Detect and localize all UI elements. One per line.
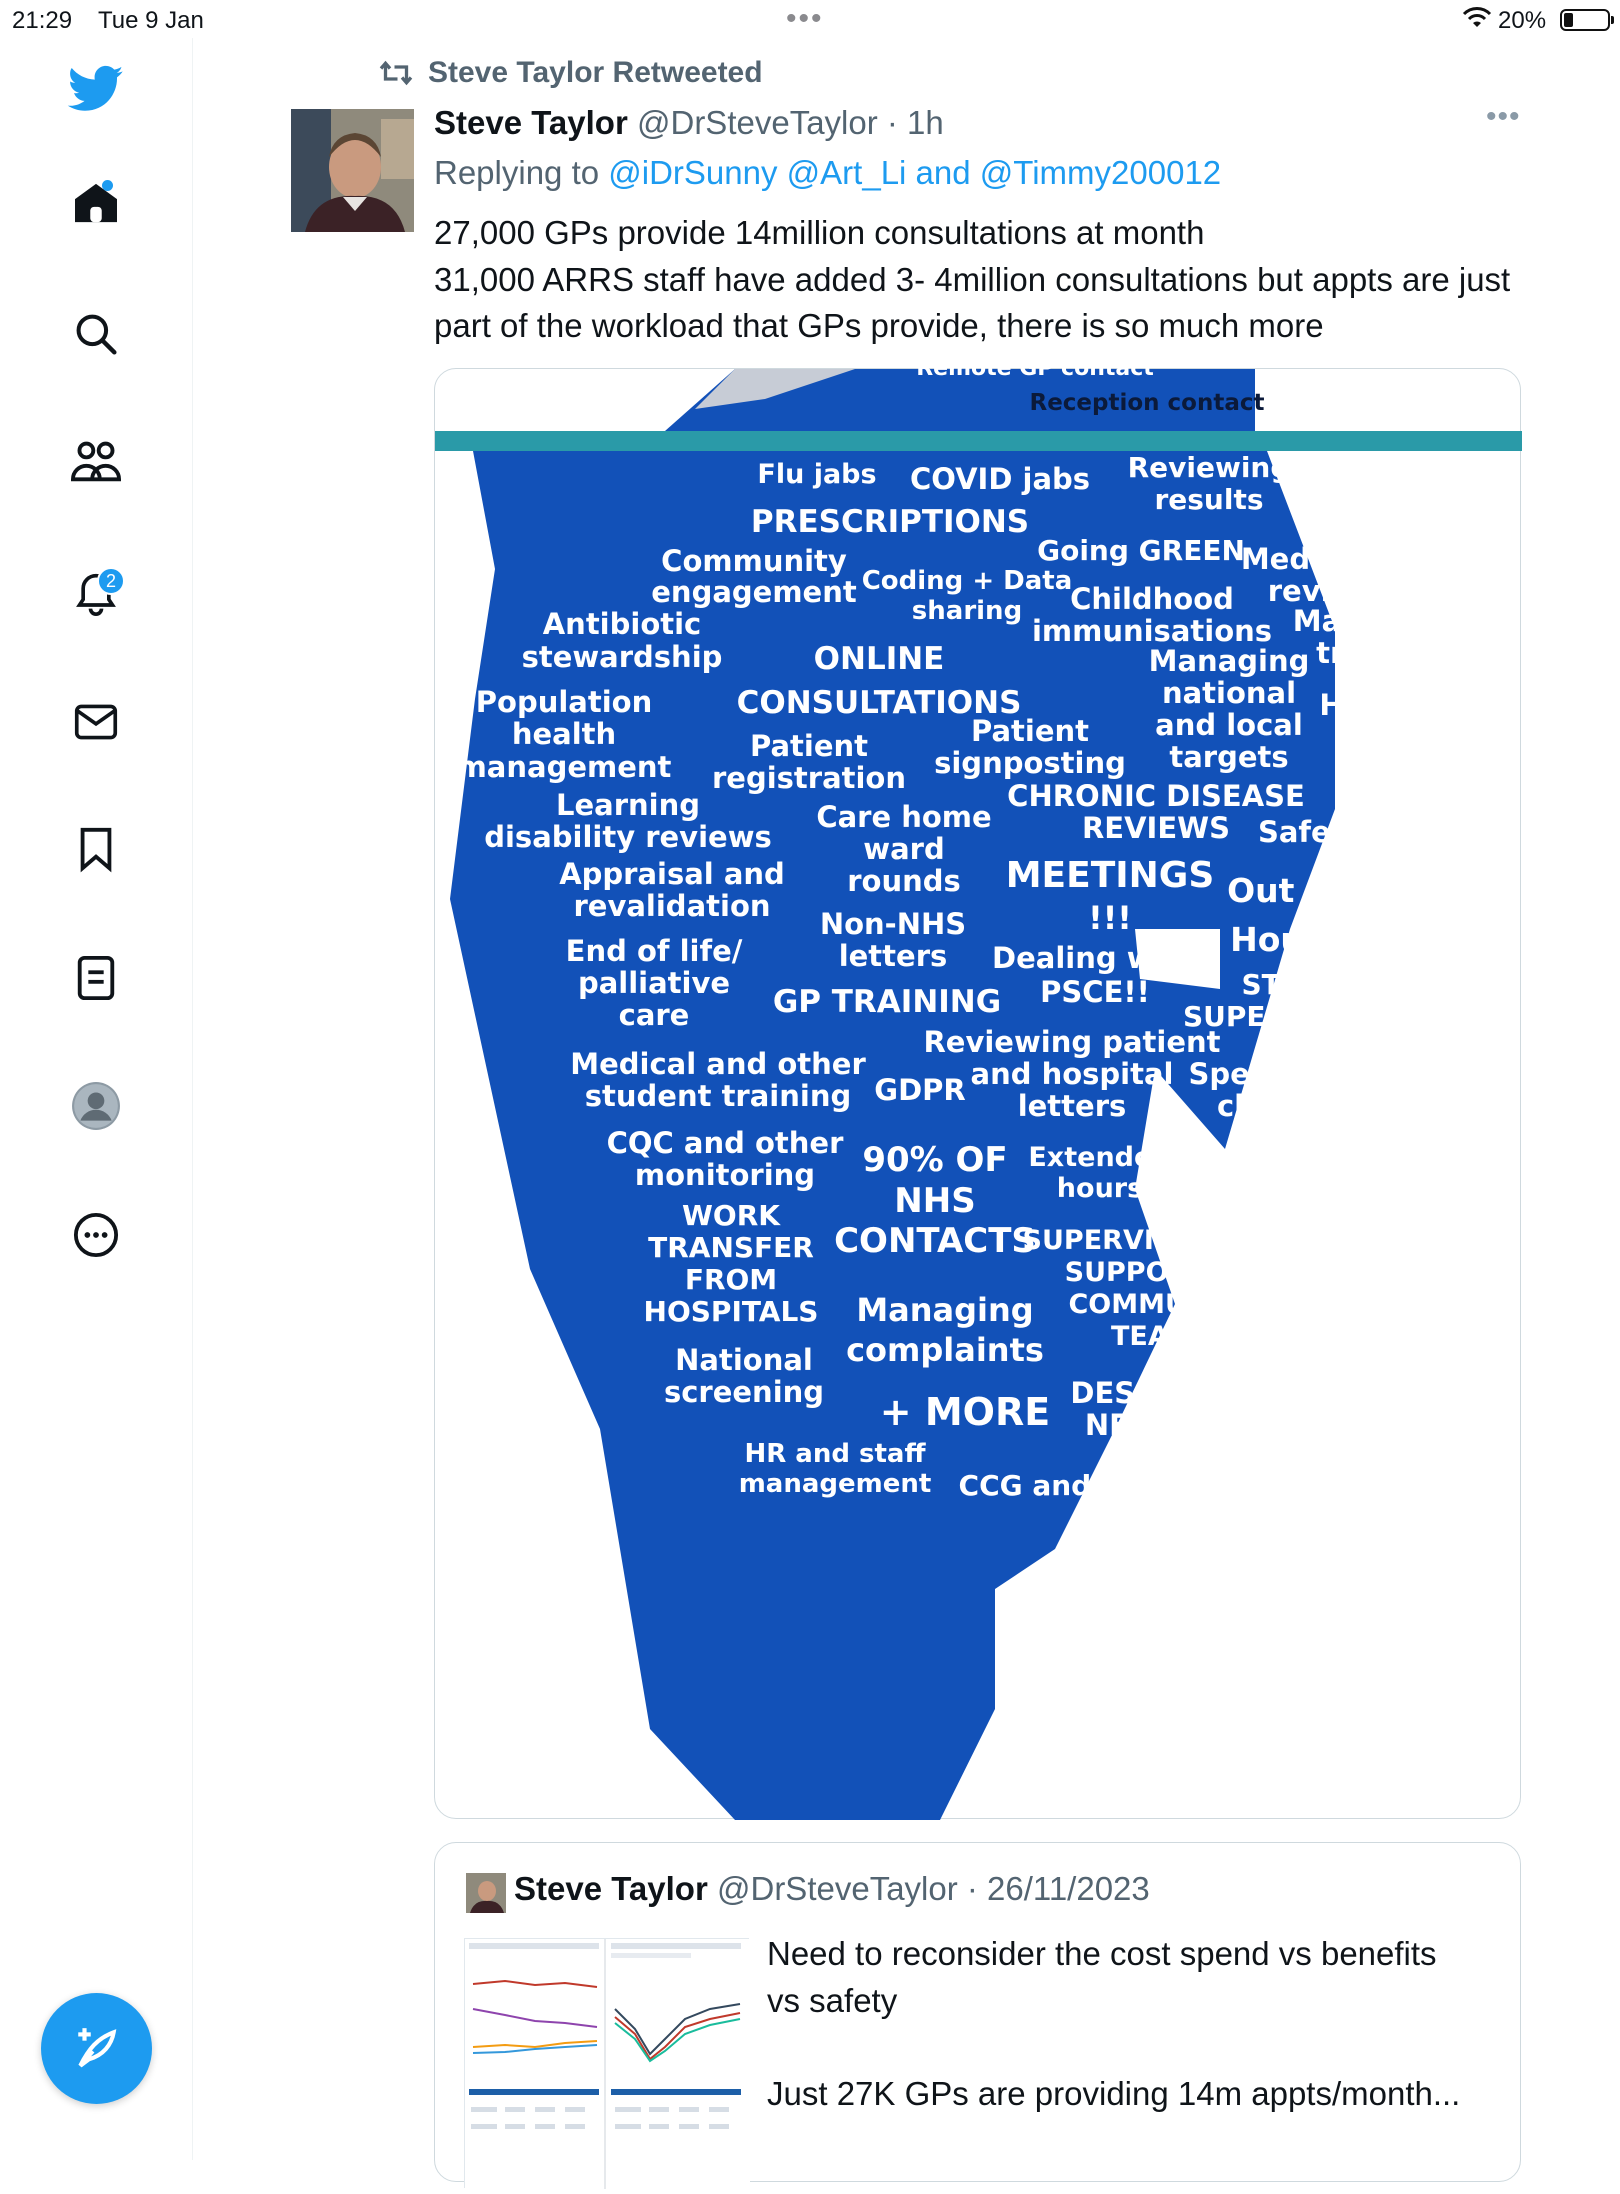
label-managing-3: and local <box>1155 708 1303 742</box>
label-extended-2: hours <box>1056 1173 1144 1204</box>
label-community-1: Community <box>661 544 847 578</box>
label-medical-1: Medical and other <box>570 1047 866 1081</box>
label-work-1: WORK <box>682 1199 780 1232</box>
waterline <box>435 431 1522 451</box>
reply-mention-2[interactable]: @Art_Li <box>786 154 907 191</box>
tweet-more-icon[interactable]: ••• <box>1486 100 1521 133</box>
label-supervising-2: SUPPORTING <box>1064 1257 1262 1288</box>
label-remote-gp: Remote GP contact <box>916 356 1154 381</box>
tweet-time[interactable]: 1h <box>907 104 944 141</box>
label-online-1: ONLINE <box>813 641 945 677</box>
author-name[interactable]: Steve Taylor <box>434 104 628 141</box>
label-prescriptions: PRESCRIPTIONS <box>750 504 1030 540</box>
status-date: Tue 9 Jan <box>98 7 204 34</box>
label-mandatory-2: training <box>1316 636 1446 670</box>
label-childhood-2: immunisations <box>1031 614 1273 648</box>
label-psce-2: PSCE!! <box>1040 975 1150 1009</box>
label-hr-2: management <box>738 1469 932 1499</box>
status-bar <box>0 0 1620 38</box>
label-learning-2: disability reviews <box>484 820 772 854</box>
label-medication-1: Medication <box>1240 542 1422 576</box>
quoted-separator: · <box>957 1870 988 1907</box>
label-reviewing-results-2: results <box>1154 483 1264 516</box>
label-reviewing-pt-1: Reviewing patient <box>923 1025 1221 1059</box>
tweet-header <box>434 104 944 142</box>
quoted-text-2: Just 27K GPs are providing 14m appts/month... <box>767 2075 1461 2112</box>
label-endoflife-2: palliative <box>577 966 731 1000</box>
quoted-text-1: Need to reconsider the cost spend vs benefits vs safety <box>767 1935 1437 2019</box>
retweet-indicator <box>378 56 763 90</box>
quoted-author-handle: @DrSteveTaylor <box>716 1870 958 1907</box>
label-endoflife-1: End of life/ <box>565 934 743 968</box>
label-going-green: Going GREEN <box>1037 534 1245 567</box>
label-gdpr: GDPR <box>874 1073 966 1107</box>
reply-and: and <box>906 154 980 191</box>
tweet-text-line-2: 31,000 ARRS staff have added 3- 4million consultations but appts are just part of the workload that GPs provide, there is so much more <box>434 260 1511 344</box>
home-icon[interactable] <box>65 172 127 234</box>
label-chronic-1: CHRONIC DISEASE <box>1007 779 1305 813</box>
label-carehome-3: rounds <box>847 864 961 898</box>
label-des-1: DES/LES/ <box>1070 1376 1216 1410</box>
compose-feather-icon <box>72 2024 122 2074</box>
label-specialist-1: Specialist <box>1188 1057 1348 1091</box>
label-work-3: FROM <box>684 1263 778 1296</box>
label-chronic-2: REVIEWS <box>1081 811 1231 845</box>
label-medication-2: reviews <box>1267 574 1395 608</box>
label-hr-1: HR and staff <box>744 1439 926 1469</box>
label-ninety-1: 90% OF <box>862 1140 1008 1180</box>
communities-icon[interactable] <box>65 431 127 493</box>
quoted-tweet[interactable] <box>434 1842 1521 2182</box>
label-covid: COVID jabs <box>909 462 1091 496</box>
label-childhood-1: Childhood <box>1070 582 1234 616</box>
quoted-author-avatar <box>466 1873 506 1913</box>
label-cqc-2: monitoring <box>634 1158 816 1192</box>
battery-percent: 20% <box>1498 7 1547 34</box>
label-psce-1: Dealing with <box>992 941 1198 975</box>
label-reviewing-pt-3: letters <box>1017 1089 1127 1123</box>
label-specialist-2: clinics <box>1216 1089 1320 1123</box>
label-national-2: screening <box>663 1375 825 1409</box>
label-supervising-1: SUPERVISING AND <box>1022 1225 1304 1256</box>
label-ooh-2: Hours <box>1230 920 1340 959</box>
label-reports-1: Patient <box>1368 733 1488 767</box>
quoted-header <box>514 1870 1150 1908</box>
label-des-2: NES/ES <box>1084 1408 1202 1442</box>
label-complaints-2: complaints <box>846 1331 1044 1369</box>
label-population-2: health <box>511 717 617 751</box>
label-flu: Flu jabs <box>757 459 877 490</box>
author-avatar[interactable] <box>291 109 414 232</box>
label-ooh-1: Out of <box>1227 871 1343 910</box>
label-more: + MORE <box>879 1390 1051 1434</box>
lists-icon[interactable] <box>65 947 127 1009</box>
label-ccg: CCG and PCN <box>958 1469 1166 1502</box>
quoted-author-name: Steve Taylor <box>514 1870 708 1907</box>
label-ninety-2: NHS <box>894 1181 976 1221</box>
label-appraisal-2: revalidation <box>573 889 771 923</box>
label-staff-1: STAFF <box>1241 968 1339 1001</box>
label-processing-1: Processing <box>1168 1138 1342 1171</box>
label-home-visits: Home visits <box>1319 688 1511 722</box>
label-nonnhs-2: letters <box>838 939 948 973</box>
messages-envelope-icon[interactable] <box>65 691 127 753</box>
label-gp-training: GP TRAINING <box>772 984 1002 1020</box>
notifications-badge: 2 <box>97 567 125 595</box>
compose-tweet-button[interactable] <box>41 1993 152 2104</box>
label-cqc-1: CQC and other <box>606 1126 844 1160</box>
tweet-body <box>434 210 1534 350</box>
label-coding-1: Coding + Data <box>861 566 1073 596</box>
label-reviewing-results-1: Reviewing <box>1127 451 1291 484</box>
more-options-circle-icon[interactable] <box>65 1204 127 1266</box>
label-reports-2: reports <box>1367 765 1489 799</box>
wifi-icon <box>1462 6 1492 37</box>
label-national-1: National <box>675 1343 813 1377</box>
label-supervising-4: TEAMS <box>1110 1321 1216 1352</box>
label-antibiotic-2: stewardship <box>521 640 723 674</box>
label-signposting-1: Patient <box>970 714 1090 748</box>
retweet-icon <box>378 58 414 88</box>
label-carehome-1: Care home <box>816 800 992 834</box>
label-reception: Reception contact <box>1029 390 1265 416</box>
bookmark-icon[interactable] <box>65 818 127 880</box>
tweet-text-line-1: 27,000 GPs provide 14million consultations at month <box>434 214 1205 251</box>
label-population-3: management <box>456 750 672 784</box>
label-processing-2: referrals <box>1186 1170 1324 1203</box>
label-safeguarding: Safeguarding <box>1257 815 1479 849</box>
label-extended-1: Extended <box>1028 1142 1172 1173</box>
twitter-logo-icon[interactable] <box>65 58 127 120</box>
label-managing-4: targets <box>1169 740 1289 774</box>
label-coding-2: sharing <box>911 596 1023 626</box>
label-signposting-2: signposting <box>934 746 1126 780</box>
label-nonnhs-1: Non-NHS <box>819 907 967 941</box>
quoted-date: 26/11/2023 <box>987 1870 1150 1907</box>
header-separator: · <box>877 104 908 141</box>
side-nav <box>0 38 193 2160</box>
label-meetings-1: MEETINGS <box>1005 855 1215 896</box>
label-work-4: HOSPITALS <box>643 1295 819 1328</box>
home-unread-dot <box>102 180 113 191</box>
reply-mention-3[interactable]: @Timmy200012 <box>979 154 1222 191</box>
label-endoflife-3: care <box>618 998 690 1032</box>
label-antibiotic-1: Antibiotic <box>542 607 702 641</box>
label-managing-1: Managing <box>1148 644 1310 678</box>
multitasking-dots-icon[interactable]: ••• <box>786 2 824 35</box>
tweet-image-iceberg[interactable] <box>434 356 1521 1819</box>
label-registration-2: registration <box>711 761 907 795</box>
label-staff-2: SUPERVISION <box>1182 1000 1398 1033</box>
replying-prefix: Replying to <box>434 154 609 191</box>
label-carehome-2: ward <box>863 832 945 866</box>
label-meetings-2: !!! <box>1088 899 1132 937</box>
reply-mention-1[interactable]: @iDrSunny <box>608 154 778 191</box>
label-complaints-1: Managing <box>856 1291 1034 1329</box>
label-appraisal-1: Appraisal and <box>559 857 785 891</box>
label-medical-2: student training <box>584 1079 852 1113</box>
label-supervising-3: COMMUNITY <box>1068 1289 1258 1320</box>
author-handle[interactable]: @DrSteveTaylor <box>636 104 878 141</box>
label-ninety-3: CONTACTS <box>834 1221 1036 1261</box>
label-population-1: Population <box>475 685 653 719</box>
label-managing-2: national <box>1161 676 1297 710</box>
profile-avatar-icon[interactable] <box>65 1075 127 1137</box>
label-online-2: CONSULTATIONS <box>736 685 1022 721</box>
search-icon[interactable] <box>65 303 127 365</box>
replying-to <box>434 154 1221 192</box>
retweeted-by-label[interactable]: Steve Taylor Retweeted <box>428 56 763 89</box>
label-mandatory-1: Mandatory <box>1292 604 1470 638</box>
label-learning-1: Learning <box>555 788 701 822</box>
label-work-2: TRANSFER <box>648 1231 814 1264</box>
battery-icon <box>1560 9 1610 31</box>
label-community-2: engagement <box>651 575 857 609</box>
status-time: 21:29 <box>12 7 73 34</box>
quoted-image-charts[interactable] <box>464 1938 749 2188</box>
label-reviewing-pt-2: and hospital <box>970 1057 1174 1091</box>
notifications-bell-icon[interactable] <box>65 563 127 625</box>
label-registration-1: Patient <box>749 729 869 763</box>
